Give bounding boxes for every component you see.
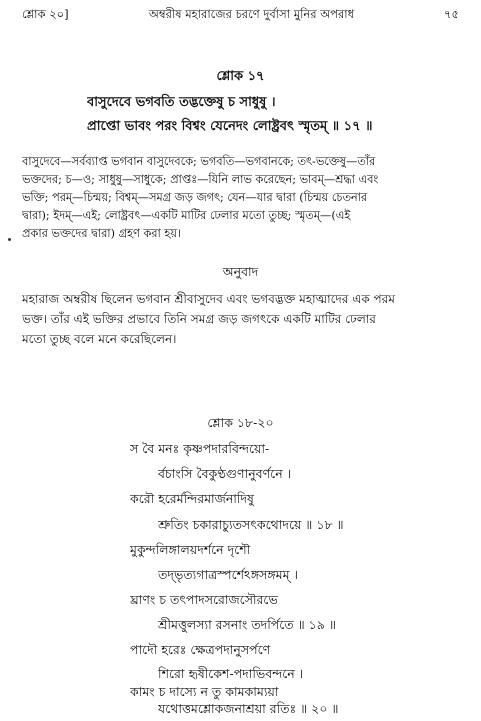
translation-line-3: মতো তুচ্ছ বলে মনে করেছিলেন। bbox=[22, 332, 177, 346]
translation-paragraph bbox=[22, 289, 462, 349]
header-verse-ref: শ্লোক ২০] bbox=[22, 6, 69, 21]
translation-heading: অনুবাদ bbox=[222, 264, 259, 279]
stray-mark bbox=[8, 238, 11, 241]
verse-18-20-line-3: করৌ হরের্মন্দিরমার্জনাদিষু bbox=[130, 491, 254, 506]
verse-18-20-line-5: মুকুন্দলিঙ্গালয়দর্শনে দৃশৌ bbox=[130, 542, 251, 557]
verse-17-line-1: বাসুদেবে ভগবতি তদ্ভক্তেষু চ সাধুষু । bbox=[87, 95, 276, 110]
verse-18-20-line-2: র্বচাংসি বৈকুণ্ঠগুণানুবর্ণনে । bbox=[158, 466, 292, 481]
synonyms-line-4: দ্বারা); ইদম্—এই; লোষ্ট্রবৎ—একটি মাটির ঢেলার মতো তুচ্ছ; স্মৃতম্—(এই bbox=[22, 209, 351, 222]
verse-18-20-line-1: স বৈ মনঃ কৃষ্ণপদারবিন্দয়ো- bbox=[130, 441, 270, 456]
verse-18-20-line-11: কামং চ দাস্যে ন তু কামকাম্যয়া bbox=[130, 684, 279, 699]
verse-18-20-line-12: যথোত্তমশ্লোকজনাশ্রয়া রতিঃ ॥ ২০ ॥ bbox=[158, 701, 339, 716]
verse-18-20-line-4: শ্রুতিং চকারাচ্যুতসৎকথোদয়ে ॥ ১৮ ॥ bbox=[158, 517, 344, 532]
header-chapter-title: অম্বরীষ মহারাজের চরণে দুর্বাসা মুনির অপরাধ bbox=[148, 6, 355, 21]
synonyms-line-2: ভক্তদের; চ—ও; সাধুষু—সাধুকে; প্রাপ্তঃ—যিনি লাভ করেছেন; ভাবম্—শ্রদ্ধা এবং bbox=[22, 173, 379, 186]
translation-line-1: মহারাজ অম্বরীষ ছিলেন ভগবান শ্রীবাসুদেব এবং ভগবদ্ভক্ত মহাত্মাদের এক পরম bbox=[22, 292, 395, 306]
verse-18-20-line-8: শ্রীমত্তুলস্যা রসনাং তদর্পিতে ॥ ১৯ ॥ bbox=[158, 617, 336, 632]
running-header bbox=[22, 6, 459, 24]
synonyms-line-5: প্রকার ভক্তদের দ্বারা) গ্রহণ করা হয়। bbox=[22, 227, 181, 240]
verse-17-heading: শ্লোক ১৭ bbox=[216, 69, 265, 84]
synonyms-line-1: বাসুদেবে—সর্বব্যাপ্ত ভগবান বাসুদেবকে; ভগবতি—ভগবানকে; তৎ-ভক্তেষু—তাঁর bbox=[22, 155, 376, 168]
page-number: ৭৫ bbox=[444, 6, 459, 21]
translation-line-2: ভক্ত। তাঁর এই ভক্তির প্রভাবে তিনি সমগ্র জড় জগৎকে একটি মাটির ঢেলার bbox=[22, 312, 376, 326]
verse-18-20-line-6: তদ্‌ভৃত্যগাত্রস্পর্শেঽঙ্গসঙ্গমম্ । bbox=[158, 567, 298, 582]
verse-17-line-2: প্রাপ্তো ভাবং পরং বিশ্বং যেনেদং লোষ্ট্রবৎ স্মৃতম্ ॥ ১৭ ॥ bbox=[87, 119, 373, 134]
synonyms-line-3: ভক্তি; পরম্—চিন্ময়; বিশ্বম্—সমগ্র জড় জগৎ; যেন—যার দ্বারা (চিন্ময় চেতনার bbox=[22, 191, 368, 204]
verse-18-20-line-10: শিরো হৃষীকেশ-পদাভিবন্দনে । bbox=[158, 666, 304, 681]
verse-18-20-line-9: পাদৌ হরেঃ ক্ষেত্রপদানুসর্পণে bbox=[130, 642, 271, 657]
verse-18-20-line-7: ঘ্রাণং চ তৎপাদসরোজসৌরভে bbox=[130, 592, 278, 607]
verse-18-20-heading: শ্লোক ১৮-২০ bbox=[207, 415, 274, 430]
synonyms-paragraph bbox=[22, 153, 462, 243]
